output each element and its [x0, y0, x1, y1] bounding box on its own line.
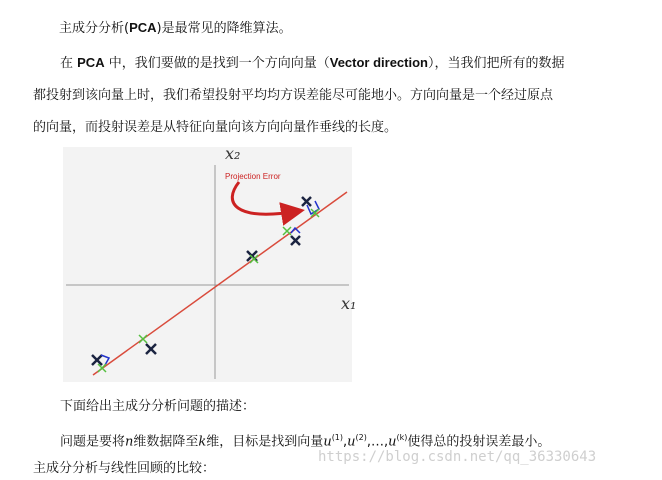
watermark: https://blog.csdn.net/qq_36330643 — [318, 449, 597, 465]
paragraph1-line2: 都投射到该向量上时，我们希望投射平均均方误差能尽可能地小。方向向量是一个经过原点 — [33, 88, 554, 103]
paragraph1-line3: 的向量，而投射误差是从特征向量向该方向向量作垂线的长度。 — [33, 120, 398, 135]
intro-pca-term: PCA — [129, 20, 157, 35]
projection-4 — [139, 335, 147, 343]
superscript-1: (1) — [331, 433, 344, 442]
right-angle-marker-2 — [291, 228, 300, 233]
p1-text-c: ），当我们把所有的数据 — [427, 56, 565, 71]
projection-error-label: Projection Error — [225, 172, 281, 181]
superscript-2: (2) — [355, 433, 367, 442]
projection-error-arrow — [232, 182, 299, 214]
var-n: n — [125, 434, 134, 450]
p1-text-a: 在 — [60, 56, 78, 71]
p1-pca-term: PCA — [77, 55, 105, 70]
x-axis-label: x₁ — [341, 294, 357, 313]
intro-text-pre: 主成分分析( — [59, 21, 130, 36]
pca-figure — [63, 144, 357, 382]
var-k: k — [198, 434, 207, 450]
problem-statement — [60, 430, 550, 450]
data-point-1 — [302, 197, 311, 206]
intro-text-post: )是最常见的降维算法。 — [156, 21, 292, 36]
vector-u1: u — [323, 434, 332, 450]
data-point-2 — [291, 236, 300, 245]
comparison-heading: 主成分分析与线性回顾的比较： — [33, 461, 216, 476]
vector-uk: u — [388, 434, 397, 450]
projection-5 — [98, 364, 106, 372]
problem-text-c: 维，目标是找到向量 — [206, 434, 324, 450]
problem-text-b: 维数据降至 — [133, 434, 199, 450]
superscript-k: (k) — [396, 433, 408, 442]
pca-diagram — [63, 144, 357, 382]
problem-text-a: 问题是要将 — [60, 434, 126, 450]
vector-u2: u — [347, 434, 356, 450]
paragraph1-line1 — [60, 55, 565, 72]
p1-vector-direction-term: Vector direction — [329, 55, 428, 70]
p1-text-b: 中，我们要做的是找到一个方向向量（ — [104, 56, 330, 71]
intro-line — [59, 20, 292, 37]
projection-3 — [250, 255, 258, 263]
y-axis-label: x₂ — [225, 144, 241, 163]
projection-2 — [283, 227, 291, 235]
problem-text-d: 使得总的投射误差最小。 — [407, 434, 551, 450]
ellipsis: ,…, — [366, 434, 389, 450]
data-point-4 — [146, 344, 156, 354]
data-point-5 — [92, 355, 102, 365]
comma-1: , — [343, 434, 348, 450]
description-heading: 下面给出主成分分析问题的描述： — [60, 399, 256, 414]
direction-line — [93, 192, 347, 375]
